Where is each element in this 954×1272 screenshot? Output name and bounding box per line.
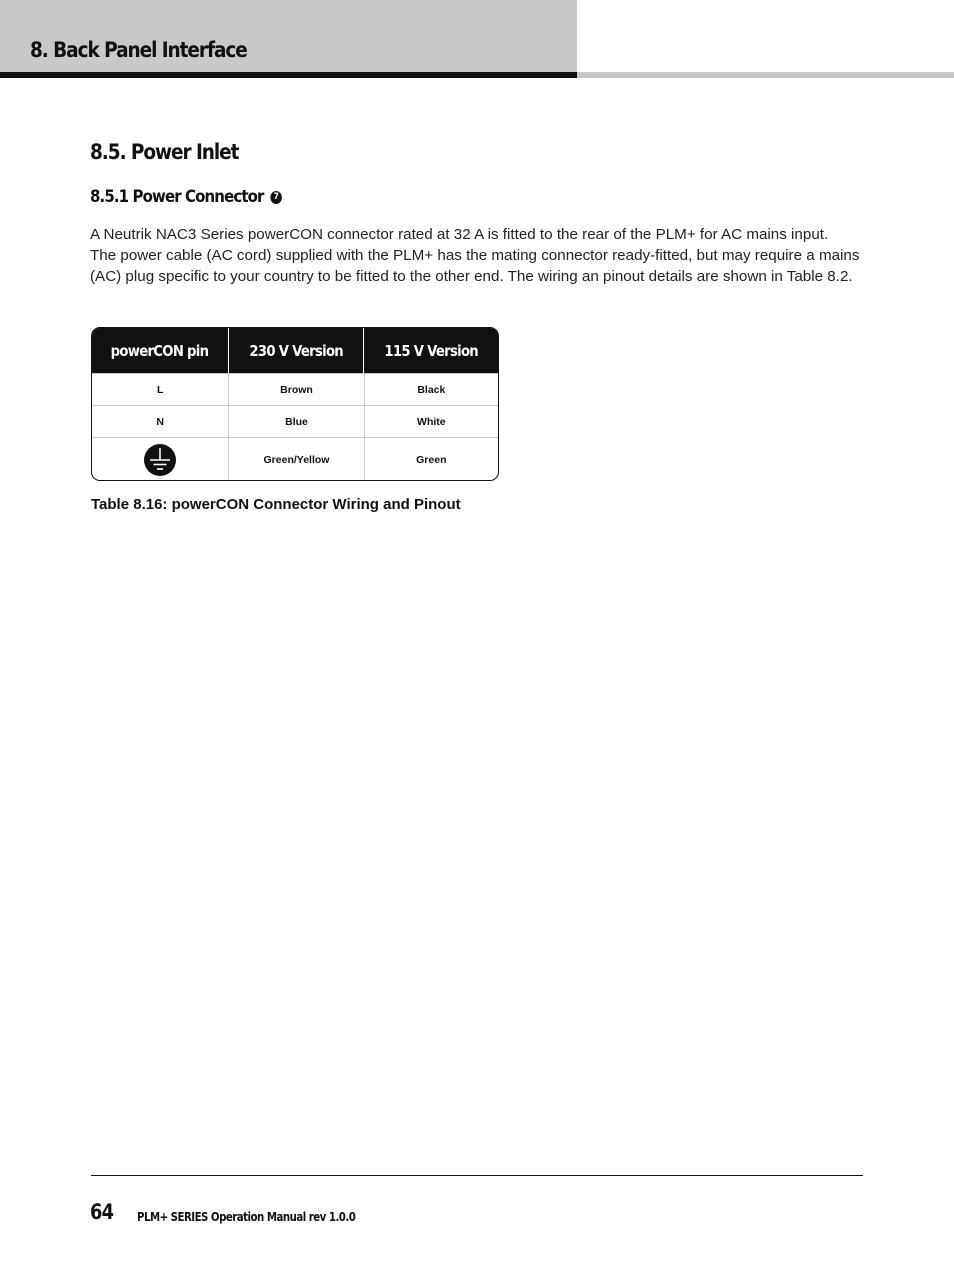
subsection-heading [90, 187, 282, 207]
callout-number-badge: 7 [271, 191, 282, 204]
table-cell-230v: Green/Yellow [228, 437, 363, 481]
table-cell-230v: Blue [228, 405, 363, 437]
footer-rule [91, 1175, 863, 1176]
table-header-cell: 115 V Version [363, 328, 498, 373]
table-cell-115v: Black [364, 373, 498, 405]
body-line: The power cable (AC cord) supplied with the PLM+ has the mating connector ready-fitted, but may require a mains [90, 247, 860, 264]
footer-text: PLM+ SERIES Operation Manual rev 1.0.0 [137, 1210, 356, 1224]
table-header-cell: 230 V Version [228, 328, 364, 373]
table-row [92, 373, 498, 405]
table-cell-115v: Green [364, 437, 498, 481]
body-line: (AC) plug specific to your country to be fitted to the other end. The wiring an pinout details are shown in Table 8.2. [90, 268, 853, 285]
body-line: A Neutrik NAC3 Series powerCON connector rated at 32 A is fitted to the rear of the PLM+ for AC mains input. [90, 226, 829, 243]
table-cell-115v: White [364, 405, 498, 437]
chapter-title: 8. Back Panel Interface [30, 38, 247, 62]
page-number: 64 [90, 1200, 114, 1224]
ground-symbol-icon [144, 444, 176, 476]
table-header-cell: powerCON pin [92, 328, 228, 373]
table-row [92, 437, 498, 481]
table-row [92, 405, 498, 437]
table-cell-pin: N [92, 405, 228, 437]
table-cell-230v: Brown [228, 373, 363, 405]
body-paragraph [90, 224, 870, 287]
table-header-row [92, 328, 498, 373]
section-title: 8.5. Power Inlet [90, 140, 239, 164]
table-cell-pin: L [92, 373, 228, 405]
header-rule-dark [0, 72, 577, 78]
subsection-title: 8.5.1 Power Connector [90, 187, 264, 207]
header-rule-light [577, 72, 954, 78]
table-cell-pin [92, 437, 228, 481]
table-caption: Table 8.16: powerCON Connector Wiring and Pinout [91, 496, 461, 513]
wiring-table [91, 327, 499, 481]
